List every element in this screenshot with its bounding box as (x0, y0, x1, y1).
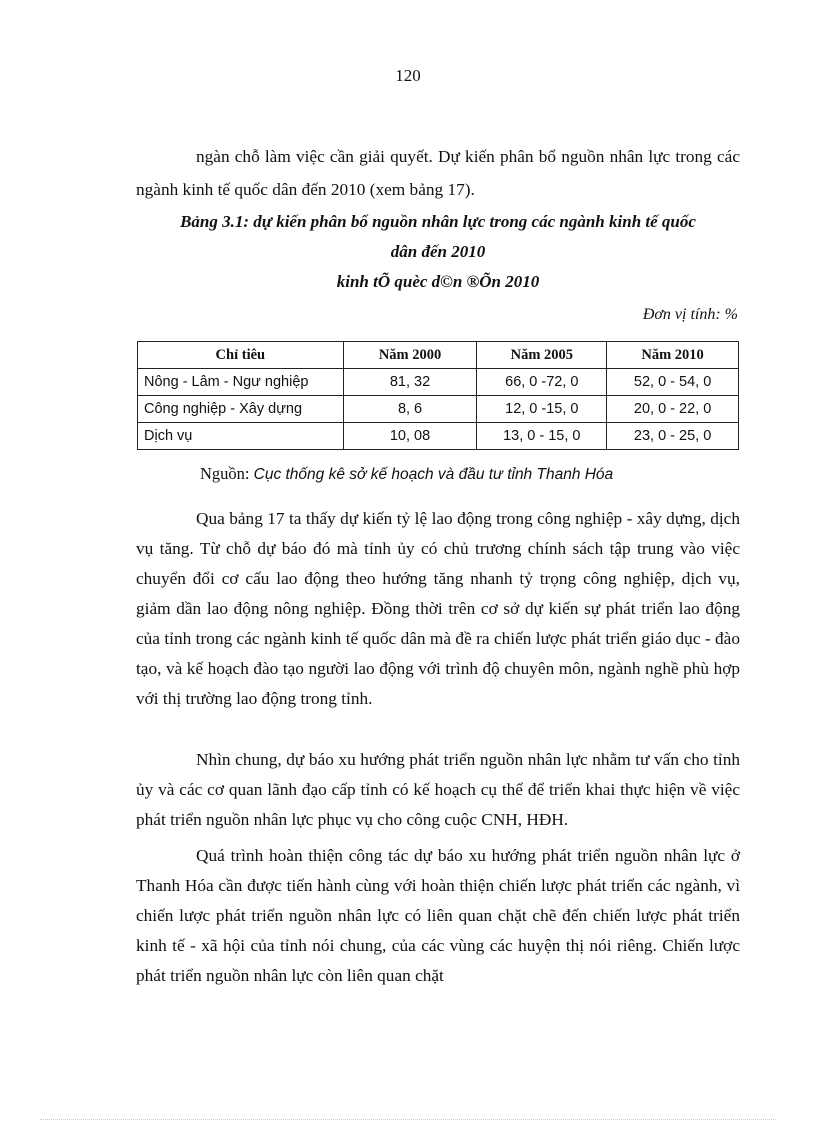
table-row (138, 423, 739, 450)
page-bottom-rule (40, 1119, 776, 1120)
table-row (138, 396, 739, 423)
table-cell: 13, 0 - 15, 0 (477, 423, 607, 450)
unit-label: Đơn vị tính: % (642, 306, 738, 323)
paragraph-3: Nhìn chung, dự báo xu hướng phát triển nguồn nhân lực nhằm tư vấn cho tỉnh ủy và các cơ quan lãnh đạo cấp tỉnh có kế hoạch cụ thể để triển khai thực hiện về việc phát triển nguồn nhân lực phục vụ cho công cuộc CNH, HĐH. (136, 750, 740, 829)
paragraph-1: ngàn chỗ làm việc cần giải quyết. Dự kiến phân bổ nguồn nhân lực trong các ngành kinh tế quốc dân đến 2010 (xem bảng 17). (136, 147, 740, 199)
table-cell: 23, 0 - 25, 0 (607, 423, 739, 450)
table-cell: 10, 08 (343, 423, 477, 450)
header-cell: Năm 2010 (607, 342, 739, 369)
header-cell: Chỉ tiêu (138, 342, 344, 369)
table-cell: 66, 0 -72, 0 (477, 369, 607, 396)
paragraph-2: Qua bảng 17 ta thấy dự kiến tỷ lệ lao động trong công nghiệp - xây dựng, dịch vụ tăng. Từ chỗ dự báo đó mà tỉnh ủy có chủ trương chính sách tập trung vào việc chuyển đổi cơ cấu lao động theo hướng tăng nhanh tỷ trọng công nghiệp, dịch vụ, giảm dần lao động nông nghiệp. Đồng thời trên cơ sở dự kiến sự phát triển lao động của tỉnh trong các ngành kinh tế quốc dân mà đề ra chiến lược phát triển giáo dục - đào tạo, và kế hoạch đào tạo người lao động với trình độ chuyên môn, ngành nghề phù hợp với thị trường lao động trong tỉnh. (136, 509, 740, 708)
table-title (136, 207, 740, 297)
table-cell: Công nghiệp - Xây dựng (138, 396, 344, 423)
header-cell: Năm 2005 (477, 342, 607, 369)
source-text: Cục thống kê sở kế hoạch và đầu tư tỉnh Thanh Hóa (253, 466, 614, 483)
table-title-line-2: dân đến 2010 (390, 242, 486, 261)
table-title-line-3: kinh tÕ quèc d©n ®Õn 2010 (336, 272, 540, 291)
table-title-line-1: Bảng 3.1: dự kiến phân bổ nguồn nhân lực trong các ngành kinh tế quốc (180, 212, 696, 231)
paragraph-4: Quá trình hoàn thiện công tác dự báo xu hướng phát triển nguồn nhân lực ở Thanh Hóa cần được tiến hành cùng với hoàn thiện chiến lược phát triển các ngành, vì chiến lược phát triển nguồn nhân lực có liên quan chặt chẽ đến chiến lược phát triển kinh tế - xã hội của tỉnh nói chung, của các vùng các huyện thị nói riêng. Chiến lược phát triển nguồn nhân lực còn liên quan chặt (136, 846, 740, 985)
table-cell: Nông - Lâm - Ngư nghiệp (138, 369, 344, 396)
table-cell: Dịch vụ (138, 423, 344, 450)
page-number: 120 (395, 66, 421, 85)
source-label: Nguồn: (200, 464, 250, 483)
labor-distribution-table (137, 341, 739, 450)
table-cell: 81, 32 (343, 369, 477, 396)
table-cell: 8, 6 (343, 396, 477, 423)
header-cell: Năm 2000 (343, 342, 477, 369)
table-header-row (138, 342, 739, 369)
table-row (138, 369, 739, 396)
table-cell: 52, 0 - 54, 0 (607, 369, 739, 396)
source-note (200, 464, 613, 484)
table-cell: 12, 0 -15, 0 (477, 396, 607, 423)
table-cell: 20, 0 - 22, 0 (607, 396, 739, 423)
